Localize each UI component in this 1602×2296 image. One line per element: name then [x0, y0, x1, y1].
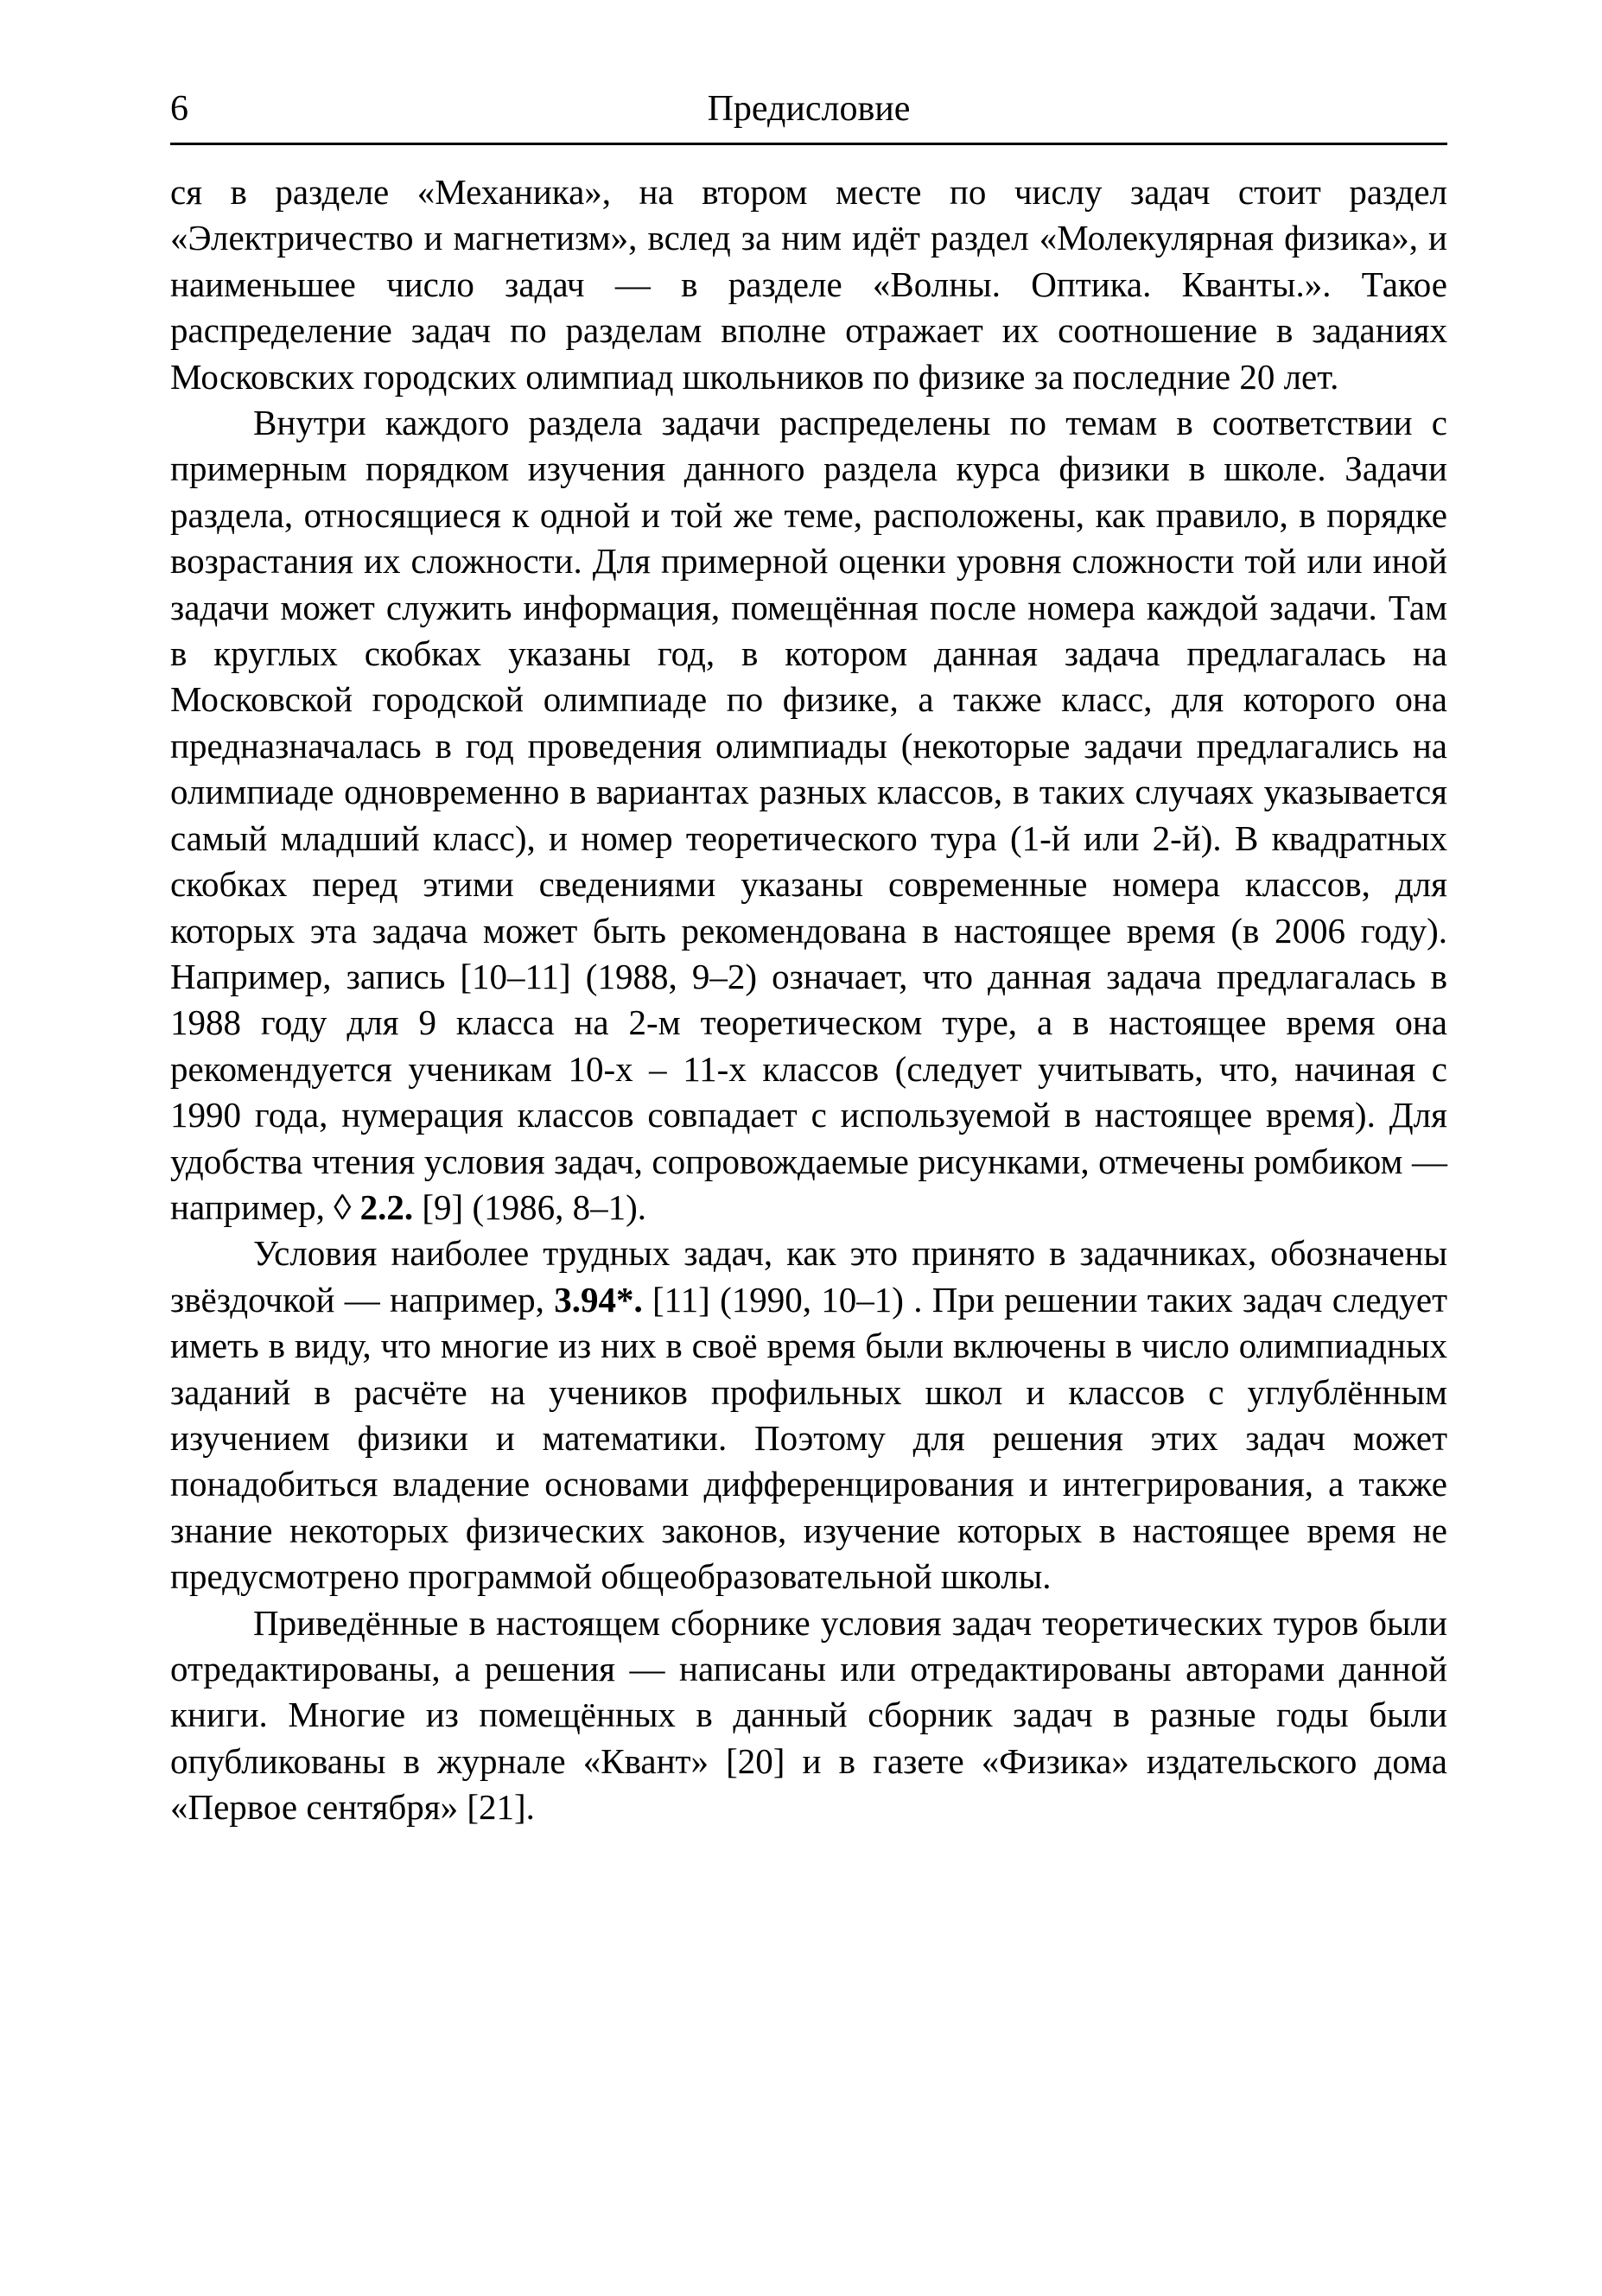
running-head-title: Предисловие [707, 89, 911, 129]
paragraph-text: [11] (1990, 10–1) . При решении таких задач следует иметь в виду, что многие из них в своё время были включены в число олимпиадных заданий в расчёте на учеников профильных школ и классов с углублённым изучением физики и математики. Поэтому для решения этих задач может понадобиться владение основами дифференцирования и интегрирования, а также знание некоторых физических законов, изучение которых в настоящее время не предусмотрено программой общеобразовательной школы. [170, 1279, 1447, 1597]
paragraph [170, 1600, 1447, 1831]
page-header [170, 83, 1447, 145]
paragraph-text: ся в разделе «Механика», на втором месте по числу задач стоит раздел «Электричество и магнетизм», вслед за ним идёт раздел «Молекулярная физика», и наименьшее число задач — в разделе «Волны. Оптика. Кванты.». Такое распределение задач по разделам вполне отражает их соотношение в заданиях Московских городских олимпиад школьников по физике за последние 20 лет. [170, 172, 1447, 397]
paragraph [170, 169, 1447, 400]
paragraph-text: Приведённые в настоящем сборнике условия задач теоретических туров были отредактированы, а решения — написаны или отредактированы авторами данной книги. Многие из помещённых в данный сборник задач в разные годы были опубликованы в журнале «Квант» [20] и в газете «Физика» издательского дома «Первое сентября» [21]. [170, 1602, 1447, 1828]
page-number: 6 [170, 89, 188, 129]
page-body [170, 169, 1447, 1831]
paragraph-text: Внутри каждого раздела задачи распределены по темам в соответствии с примерным порядком изучения данного раздела курса физики в школе. Задачи раздела, относящиеся к одной и той же теме, расположены, как правило, в порядке возрастания их сложности. Для примерной оценки уровня сложности той или иной задачи может служить информация, помещённая после номера каждой задачи. Там в круглых скобках указаны год, в котором данная задача предлагалась на Московской городской олимпиаде по физике, а также класс, для которого она предназначалась в год проведения олимпиады (некоторые задачи предлагались на олимпиаде одновременно в вариантах разных классов, в таких случаях указывается самый младший класс), и номер теоретического тура (1-й или 2-й). В квадратных скобках перед этими сведениями указаны современные номера классов, для которых эта задача может быть рекомендована в настоящее время (в 2006 году). Например, запись [10–11] (1988, 9–2) означает, что данная задача предлагалась в 1988 году для 9 класса на 2-м теоретическом туре, а в настоящее время она рекомендуется ученикам 10-х – 11-х классов (следует учитывать, что, начиная с 1990 года, нумерация классов совпадает с используемой в настоящее время). Для удобства чтения условия задач, сопровождаемые рисунками, отмечены ромбиком — например, ◊ [170, 403, 1447, 1227]
paragraph [170, 1231, 1447, 1600]
problem-reference: 3.94*. [554, 1279, 643, 1320]
paragraph-text: [9] (1986, 8–1). [413, 1186, 647, 1227]
paragraph-text: Условия наиболее трудных задач, как это принято в задачниках, обозначены звёздочкой — например, [170, 1233, 1447, 1320]
problem-reference: 2.2. [359, 1186, 414, 1227]
header-rule [170, 143, 1447, 145]
paragraph [170, 400, 1447, 1231]
